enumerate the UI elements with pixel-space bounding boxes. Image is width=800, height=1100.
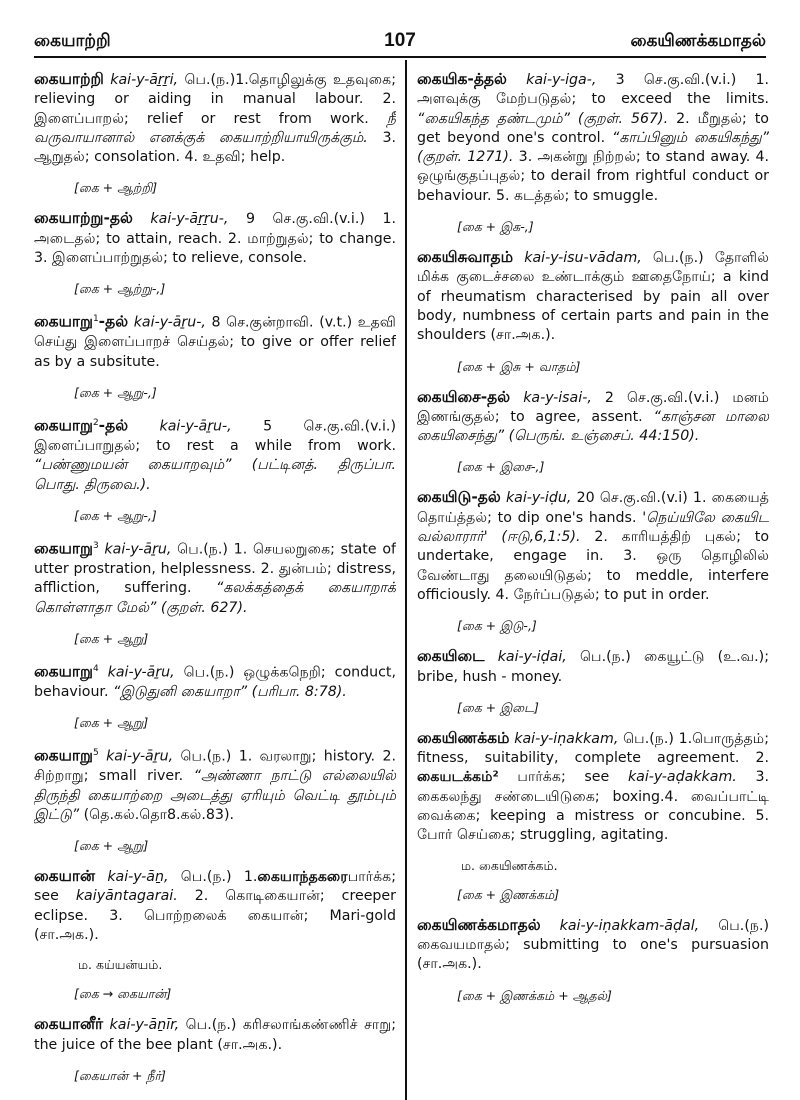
dictionary-entry — [417, 647, 769, 687]
dictionary-entry — [417, 388, 769, 447]
example-quote: “இடுதுனி கையாறா” (பரிபா. 8:78). — [113, 683, 347, 700]
definition: பெ.(ந.) 1.பொருத்தம்; fitness, suitability, complete agreement. 2. — [417, 730, 769, 767]
homonym-number: 5 — [92, 748, 99, 759]
dictionary-entry — [417, 248, 769, 345]
headword-suffix: -தல் — [98, 416, 129, 435]
etymology: [கை + ஆற்றி] — [74, 180, 158, 196]
right-column — [417, 70, 769, 1100]
etymology: [கை + இணக்கம்] — [457, 886, 560, 902]
example-quote: “கையிகந்த தண்டமும்” (குறள். 567). — [417, 110, 669, 127]
definition: 2 செ.கு.வி.(v.i.) மனம் இணங்குதல்; to agree, assent. — [417, 389, 769, 425]
etymology: [கை + இணக்கம் + ஆதல்] — [457, 987, 612, 1003]
definition: பெ.(ந.) தோளில் மிக்க குடைச்சலை உண்டாக்கும் ஊதைநோய்; a kind of rheumatism characterised by pain all over body, numbness of certain parts and pain in the shoulders (சா.அக.). — [417, 250, 769, 344]
transliteration: kai-y-āṟṟi, — [110, 72, 179, 88]
headword: கையானீர் — [34, 1015, 104, 1034]
example-quote: “கலக்கத்தைக் கையாறாக் கொள்ளாதா மேல்” (குறள். 627). — [34, 580, 396, 616]
definition: 9 செ.கு.வி.(v.i.) 1. அடைதல்; to attain, reach. 2. மாற்றுதல்; to change. 3. இளைப்பாற்றுதல்; to relieve, console. — [34, 211, 396, 267]
etymology: [கை + ஆறு] — [74, 838, 149, 854]
dictionary-entry — [417, 70, 769, 206]
cross-reference-transliteration: kai-y-aḍakkam. — [627, 769, 737, 786]
definition-cont: பார்க்க; see — [517, 769, 610, 786]
headword: கையாறு — [34, 539, 93, 558]
page-number: 107 — [384, 30, 416, 51]
definition-cont: 3. ஆறுதல்; consolation. 4. உதவி; help. — [34, 129, 396, 166]
cognate-note: ம. கையிணக்கம். — [461, 857, 558, 873]
dictionary-entry — [34, 310, 396, 372]
definition: 3 செ.கு.வி.(v.i.) 1. அளவுக்கு மேற்படுதல்; to exceed the limits. — [417, 72, 769, 108]
header-rule — [34, 56, 766, 58]
left-column — [34, 70, 396, 1100]
transliteration: kai-y-āṟu, — [104, 541, 172, 558]
headword: கையிடை — [417, 647, 485, 666]
etymology: [கை → கையான்] — [74, 986, 172, 1002]
headword: கையாறு — [34, 662, 93, 681]
headword: கையாற்றி — [34, 70, 104, 88]
definition-cont: 2. காரியத்திற் புகல்; to undertake, engage in. 3. ஒரு தொழிலில் வேண்டாது தலையிடுதல்; to meddle, interfere officiously. 4. நேர்ப்படுதல்; to put in order. — [417, 529, 769, 603]
homonym-number: 3 — [92, 540, 99, 551]
transliteration: kai-y-isu-vādam, — [524, 250, 642, 267]
definition: 8 செ.குன்றாவி. (v.t.) உதவி செய்து இளைப்பாறச் செய்தல்; to give or offer relief as by a subsitute. — [34, 315, 396, 370]
dictionary-entry — [417, 488, 769, 605]
transliteration: kai-y-iga-, — [526, 72, 597, 88]
etymology: [கை + இடை] — [457, 699, 539, 715]
etymology: [கை + ஆறு-,] — [74, 385, 157, 400]
citation: (தெ.கல்.தொ8.கல்.83). — [83, 806, 235, 823]
cognate-note: ம. கய்யன்யம். — [78, 957, 163, 973]
headword: கையிசுவாதம் — [417, 248, 514, 267]
definition-cont: 2. மீறுதல்; to get beyond one's control. — [417, 110, 769, 146]
homonym-number: 4 — [92, 663, 99, 674]
example-quote: “காஞ்சன மாலை கையிசைந்து” (பெருங். உஞ்சைப். 44:150). — [417, 408, 769, 445]
dictionary-entry — [417, 729, 769, 846]
definition: பெ.(ந.) 1. — [180, 869, 258, 886]
transliteration: kai-y-āṟu, — [107, 664, 175, 681]
transliteration: kai-y-iṇakkam-āḍal, — [559, 917, 700, 934]
definition: பெ.(ந.) கைவயமாதல்; submitting to one's pursuasion (சா.அக.). — [417, 917, 769, 973]
etymology: [கை + ஆற்று-,] — [74, 281, 166, 297]
dictionary-entry — [34, 867, 396, 945]
headword: கையாறு — [34, 746, 93, 765]
etymology: [கை + இசை-,] — [457, 459, 545, 475]
definition-cont: 3. கைகலந்து சண்டையிடுகை; boxing.4. வைப்பாட்டி வைக்கை; keeping a mistress or concubine. 5. போர் செய்கை; struggling, agitating. — [417, 769, 769, 844]
transliteration: kai-y-āṟu-, — [159, 418, 232, 435]
dictionary-entry — [417, 916, 769, 975]
definition: பெ.(ந.) ஒழுக்கநெறி; conduct, behaviour. — [34, 664, 396, 700]
citation: (பட்டினத். திருப்பா. பொது. திருவை.). — [34, 457, 396, 493]
definition: பெ.(ந.) கையூட்டு (உ.வ.); bribe, hush - money. — [417, 649, 769, 685]
headword: கையாற்று-தல் — [34, 209, 133, 228]
running-head-right: கையிணக்கமாதல் — [630, 31, 766, 51]
homonym-number: 2 — [92, 418, 99, 428]
headword: கையிக-த்தல் — [417, 70, 507, 88]
definition: பெ.(ந.) கரிசலாங்கண்ணிச் சாறு; the juice of the bee plant (சா.அக.). — [34, 1017, 396, 1053]
etymology: [கை + இக-,] — [457, 219, 534, 235]
definition-cont: 2. கொடிகையான்; creeper eclipse. 3. பொற்றலைக் கையான்; Mari-gold (சா.அக.). — [34, 888, 396, 943]
dictionary-entry — [34, 209, 396, 268]
dictionary-entry — [34, 414, 396, 495]
headword: கையாறு — [34, 313, 93, 332]
headword: கையிணக்கமாதல் — [417, 915, 541, 934]
transliteration: kai-y-āṟṟu-, — [150, 211, 229, 228]
running-head-left: கையாற்றி — [34, 31, 111, 51]
headword: கையிணக்கம் — [417, 728, 510, 747]
example-quote: “அண்ணா நாட்டு எல்லையில் திருந்தி கையாற்றை அடைத்து ஏரியும் வெட்டி தூம்பும் இட்டு” — [34, 768, 396, 823]
definition: பெ.(ந.) 1. வரலாறு; history. 2. சிற்றாறு; small river. — [34, 748, 396, 785]
headword: கையிடு-தல் — [417, 488, 501, 507]
page-header — [34, 30, 766, 56]
etymology: [கை + இசு + வாதம்] — [457, 358, 581, 374]
example-quote: “பண்ணுமயன் கையாறவும்” — [34, 457, 232, 474]
dictionary-entry — [34, 660, 396, 702]
headword: கையாறு — [34, 416, 93, 435]
transliteration: kai-y-iṇakkam, — [514, 730, 619, 747]
transliteration: kai-y-āṉīr, — [109, 1017, 180, 1034]
etymology: [கை + ஆறு] — [74, 630, 149, 646]
definition-cont: பார்க்க; see — [34, 869, 396, 905]
dictionary-entry — [34, 70, 396, 167]
example-quote: 'நெய்யிலே கையிட வல்லாரார்' (ஈடு,6,1:5). — [417, 509, 769, 546]
definition: பெ.(ந.)1.தொழிலுக்கு உதவுகை; relieving or aiding in manual labour. 2. இளைப்பாறல்; relief or rest from work. — [34, 72, 396, 127]
homonym-number: 1 — [92, 314, 99, 325]
transliteration: kai-y-iḍu, — [505, 490, 572, 507]
definition-cont: 3. அகன்று நிற்றல்; to stand away. 4. ஒழுங்குதப்புதல்; to derail from rightful conduct or behaviour. 5. கடத்தல்; to smuggle. — [417, 149, 769, 204]
headword-suffix: -தல் — [98, 313, 129, 332]
transliteration: ka-y-isai-, — [523, 389, 592, 406]
etymology: [கை + இடு-,] — [457, 618, 537, 634]
dictionary-entry — [34, 1015, 396, 1055]
transliteration: kai-y-āṉ, — [107, 869, 169, 886]
etymology: [கை + ஆறு] — [74, 715, 149, 731]
cross-reference: கையடக்கம்² — [417, 769, 499, 786]
definition: பெ.(ந.) 1. செயலறுகை; state of utter prostration, helplessness. 2. துன்பம்; distress, affliction, suffering. — [34, 541, 396, 597]
etymology: [கையான் + நீர்] — [74, 1067, 166, 1083]
example-quote: “காப்பினும் கையிகந்து” (குறள். 1271). — [417, 129, 769, 166]
cross-reference: கையாந்தகரை — [257, 869, 348, 886]
dictionary-entry — [34, 537, 396, 618]
dictionary-entry — [34, 744, 396, 825]
etymology: [கை + ஆறு-,] — [74, 507, 157, 523]
transliteration: kai-y-iḍai, — [497, 649, 567, 666]
headword: கையிசை-தல் — [417, 387, 511, 406]
headword: கையான் — [34, 867, 96, 886]
transliteration: kai-y-āṟu, — [106, 748, 174, 765]
cross-reference-transliteration: kaiyāntagarai. — [75, 888, 178, 905]
definition: 5 செ.கு.வி.(v.i.) இளைப்பாறுதல்; to rest a while from work. — [34, 418, 396, 455]
transliteration: kai-y-āṟu-, — [133, 315, 206, 332]
column-divider — [405, 60, 407, 1100]
definition: 20 செ.கு.வி.(v.i) 1. கையைத் தொய்த்தல்; to dip one's hands. — [417, 490, 769, 526]
example-quote: நீ வருவாயானால் எனக்குக் கையாற்றியாயிருக்கும். — [34, 110, 396, 146]
